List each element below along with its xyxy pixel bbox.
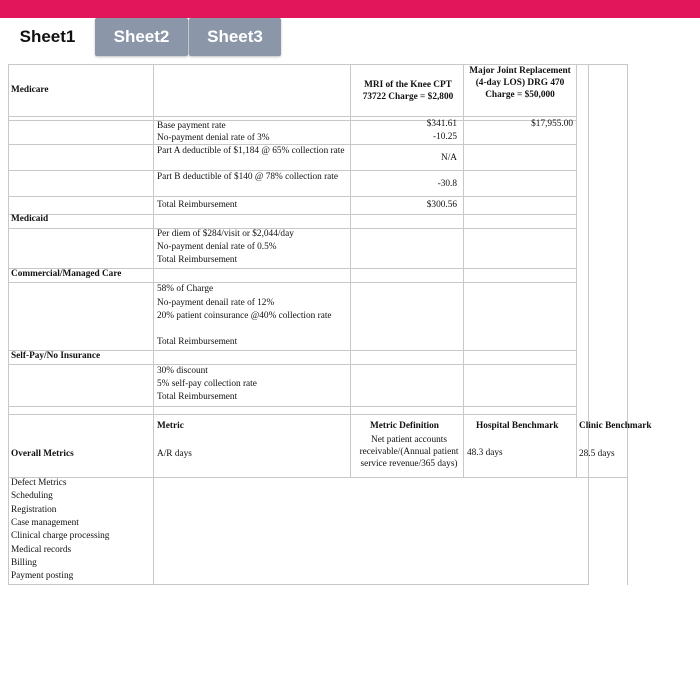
tab-sheet2[interactable]: Sheet2	[95, 18, 188, 56]
defect-item: Scheduling	[11, 491, 53, 501]
medicare-row-label: Part A deductible of $1,184 @ 65% collection rate	[157, 146, 345, 156]
metric-name: A/R days	[157, 449, 192, 459]
defect-item: Payment posting	[11, 571, 74, 581]
medicare-mri-value[interactable]: -10.25	[432, 132, 457, 142]
grid-line	[8, 406, 576, 407]
defect-item: Defect Metrics	[11, 478, 67, 488]
section-label-overall-metrics: Overall Metrics	[11, 449, 74, 459]
medicaid-row-label: Per diem of $284/visit or $2,044/day	[157, 229, 294, 239]
grid-line	[8, 364, 576, 365]
clinic-benchmark-value[interactable]: 28.5 days	[579, 449, 615, 459]
grid-line	[627, 64, 628, 585]
medicare-mri-value[interactable]: -30.8	[437, 179, 457, 189]
metrics-header-metric: Metric	[157, 421, 184, 431]
commercial-row-label: No-payment denail rate of 12%	[157, 298, 275, 308]
grid-line	[8, 170, 576, 171]
grid-line	[350, 64, 351, 477]
metrics-header-clinic: Clinic Benchmark	[579, 421, 652, 431]
defect-item: Case management	[11, 518, 79, 528]
commercial-row-label: 20% patient coinsurance @40% collection rate	[157, 311, 332, 321]
metrics-header-hospital: Hospital Benchmark	[476, 421, 559, 431]
grid-line	[588, 64, 589, 585]
medicare-joint-value[interactable]: $17,955.00	[531, 119, 573, 129]
selfpay-row-label: Total Reimbursement	[157, 392, 238, 402]
grid-line	[153, 64, 154, 585]
medicare-row-label: Base payment rate	[157, 121, 226, 131]
defect-item: Medical records	[11, 545, 72, 555]
header-mri: MRI of the Knee CPT 73722 Charge = $2,800	[362, 80, 454, 102]
medicare-mri-value[interactable]: $300.56	[426, 200, 457, 210]
tab-sheet1[interactable]: Sheet1	[0, 18, 95, 56]
medicare-row-label: No-payment denial rate of 3%	[157, 133, 270, 143]
grid-line	[8, 116, 576, 117]
medicare-mri-value[interactable]: N/A	[440, 153, 457, 163]
top-accent-bar	[0, 0, 700, 18]
grid-line	[8, 282, 576, 283]
grid-line	[576, 64, 577, 477]
defect-item: Clinical charge processing	[11, 531, 110, 541]
medicaid-row-label: No-payment denial rate of 0.5%	[157, 242, 277, 252]
commercial-row-label: 58% of Charge	[157, 284, 214, 294]
section-label-commercial: Commercial/Managed Care	[11, 269, 122, 279]
defect-item: Billing	[11, 558, 37, 568]
defect-item: Registration	[11, 505, 57, 515]
grid-line	[8, 196, 576, 197]
grid-line	[8, 214, 576, 215]
grid-line	[8, 144, 576, 145]
grid-line	[8, 477, 628, 478]
section-label-selfpay: Self-Pay/No Insurance	[11, 351, 101, 361]
grid-line	[8, 64, 628, 65]
medicare-mri-value[interactable]: $341.61	[426, 119, 457, 129]
grid-line	[8, 414, 576, 415]
medicare-row-label: Part B deductible of $140 @ 78% collection rate	[157, 172, 339, 182]
medicaid-row-label: Total Reimbursement	[157, 255, 238, 265]
tab-sheet3[interactable]: Sheet3	[189, 18, 281, 56]
hospital-benchmark-value[interactable]: 48.3 days	[467, 448, 503, 458]
section-label-medicaid: Medicaid	[11, 214, 49, 224]
grid-line	[463, 64, 464, 477]
medicare-row-label: Total Reimbursement	[157, 200, 238, 210]
selfpay-row-label: 5% self-pay collection rate	[157, 379, 257, 389]
metric-definition: Net patient accounts receivable/(Annual patient service revenue/365 days)	[359, 435, 459, 469]
selfpay-row-label: 30% discount	[157, 366, 208, 376]
commercial-row-label: Total Reimbursement	[157, 337, 238, 347]
grid-line	[8, 64, 9, 585]
section-label-medicare: Medicare	[11, 85, 49, 95]
header-joint-replacement: Major Joint Replacement (4-day LOS) DRG 470 Charge = $50,000	[469, 66, 571, 100]
spreadsheet-grid	[8, 64, 652, 586]
grid-line	[8, 584, 588, 585]
metrics-header-definition: Metric Definition	[370, 421, 439, 431]
